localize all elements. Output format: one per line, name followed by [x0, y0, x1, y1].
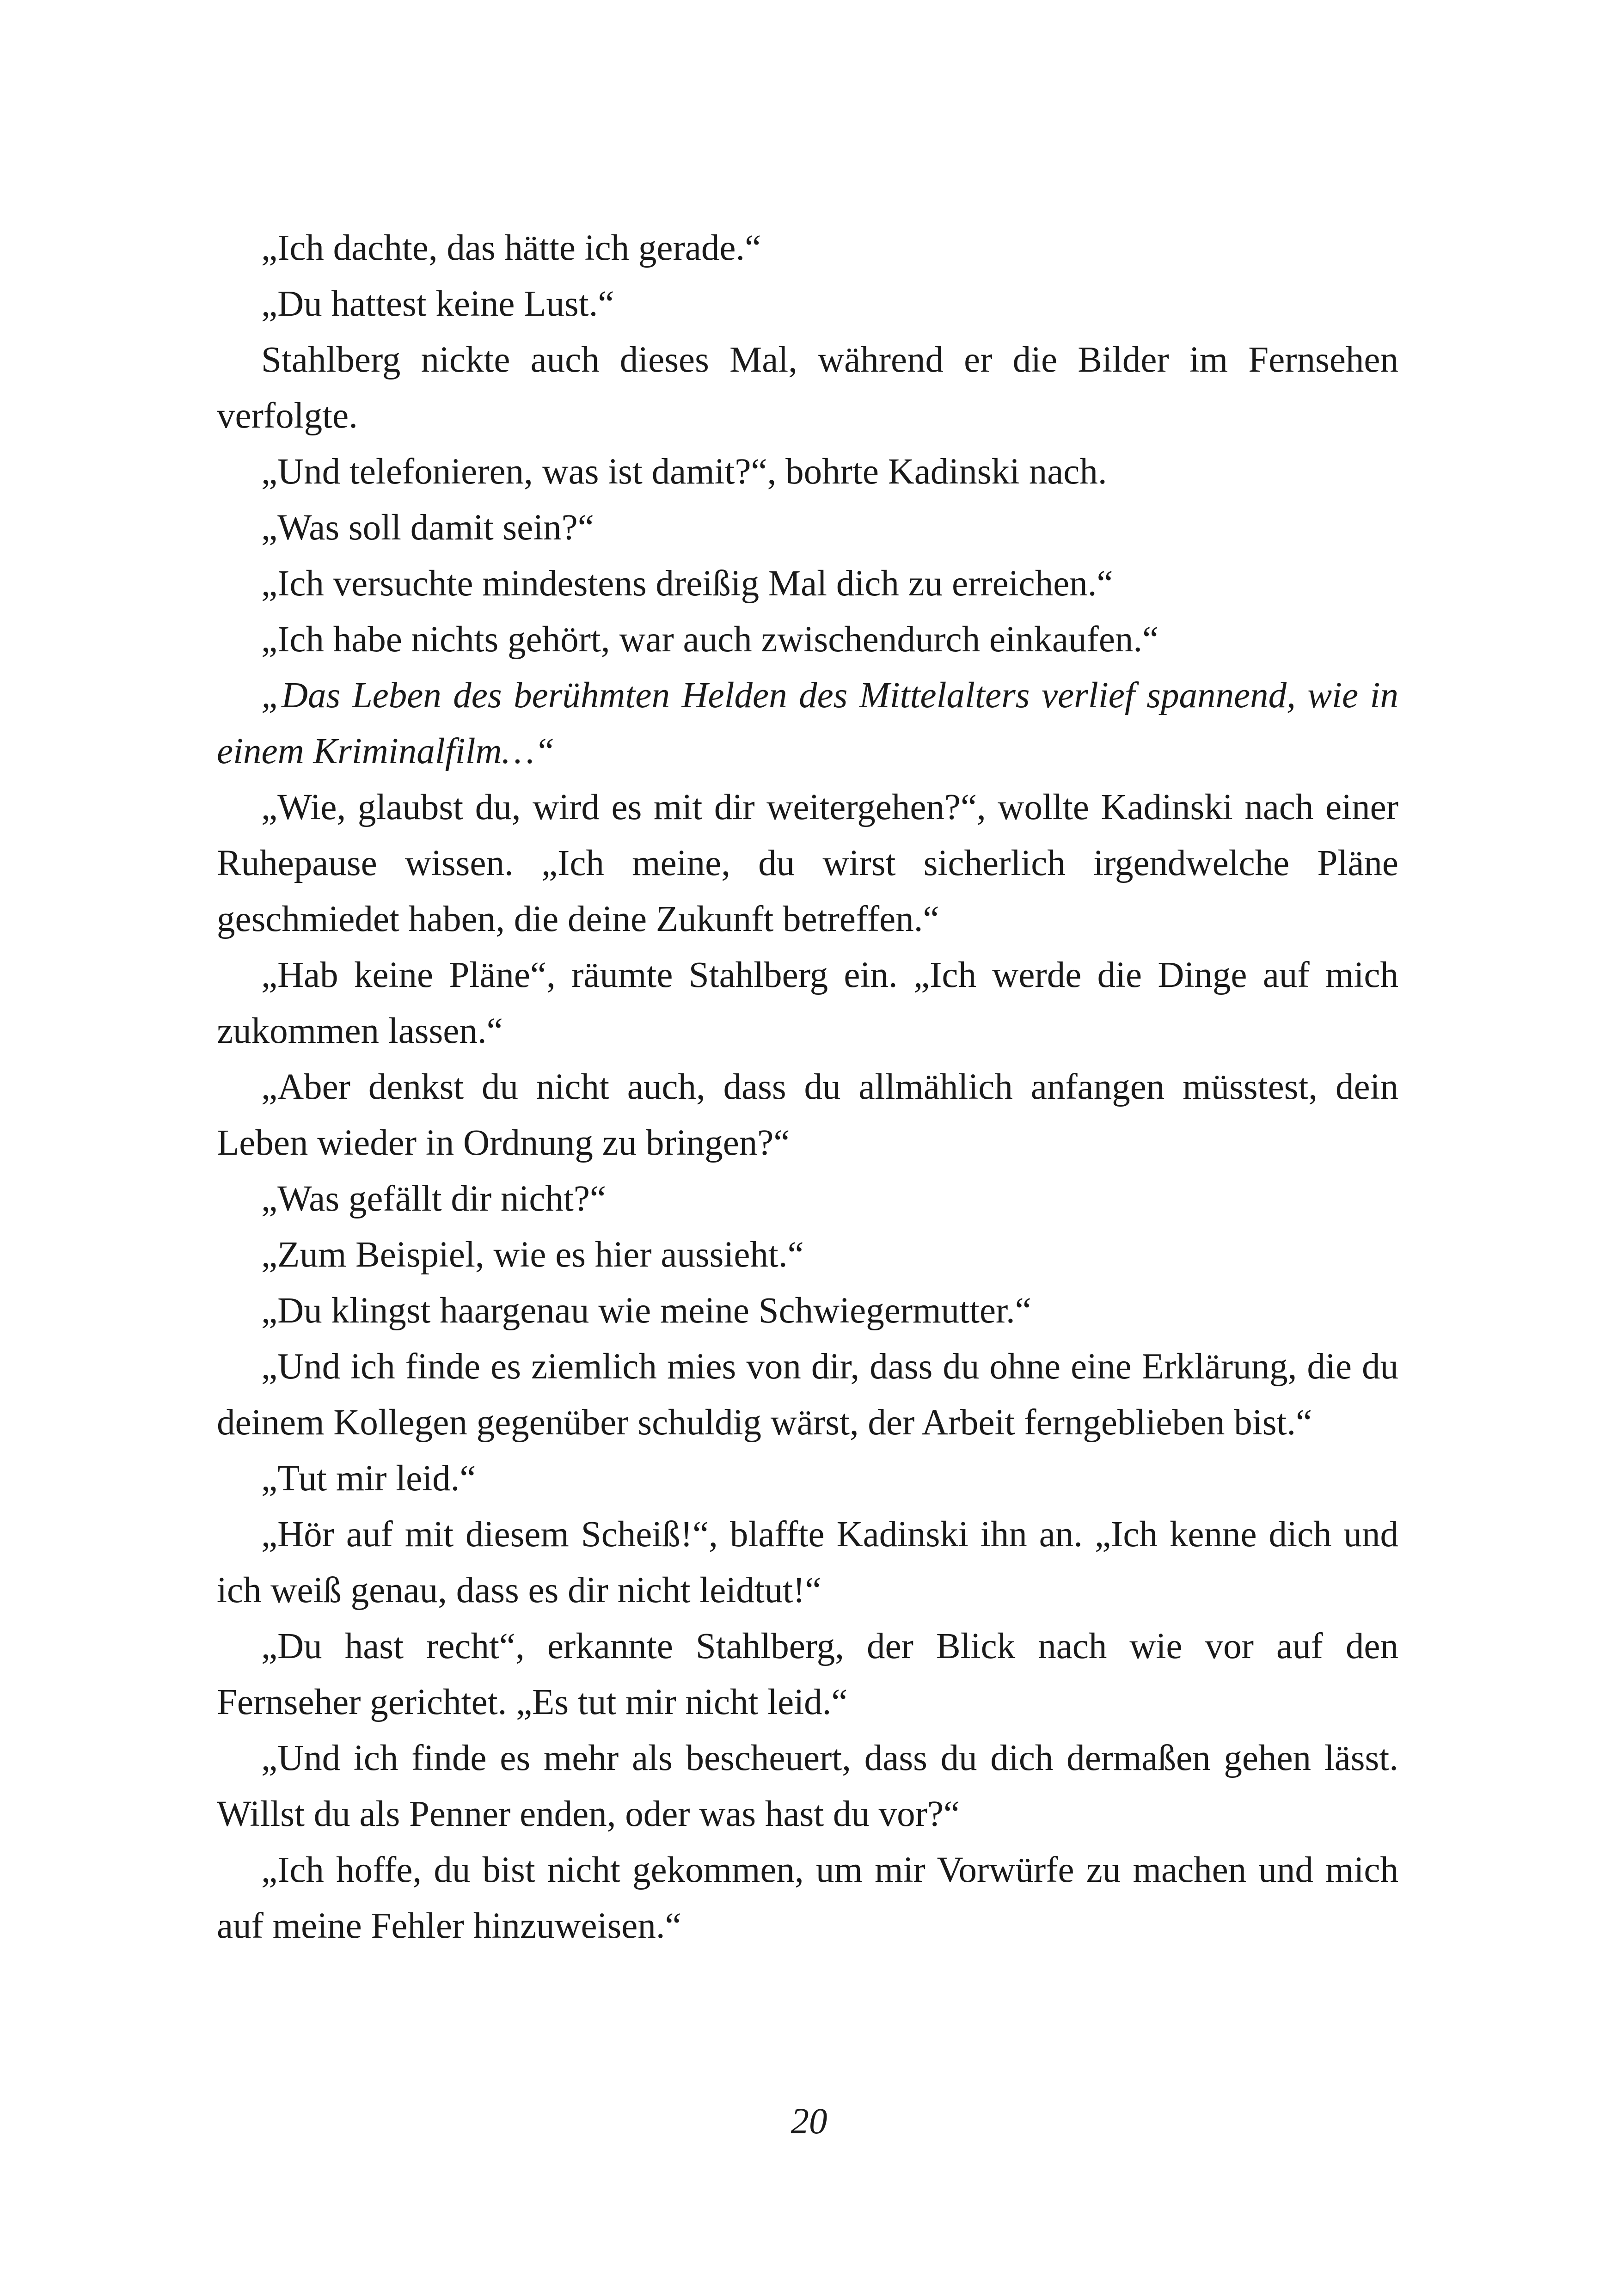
paragraph: „Zum Beispiel, wie es hier aussieht.“: [261, 1235, 804, 1275]
paragraph: „Hör auf mit diesem Scheiß!“, blaffte Kadinski ihn an. „Ich kenne dich und ich weiß genau, dass es dir nicht leidtut!“: [217, 1514, 1398, 1610]
paragraph: „Und ich finde es mehr als bescheuert, dass du dich dermaßen gehen lässt. Willst du als Penner enden, oder was hast du vor?“: [217, 1738, 1398, 1834]
body-text: [217, 220, 1398, 1954]
paragraph: Stahlberg nickte auch dieses Mal, während er die Bilder im Fernsehen verfolgte.: [217, 340, 1398, 436]
paragraph: „Was gefällt dir nicht?“: [261, 1179, 606, 1219]
paragraph: „Aber denkst du nicht auch, dass du allmählich anfangen müsstest, dein Leben wieder in Ordnung zu bringen?“: [217, 1067, 1398, 1163]
paragraph: „Wie, glaubst du, wird es mit dir weitergehen?“, wollte Kadinski nach einer Ruhepause wissen. „Ich meine, du wirst sicherlich irgendwelche Pläne geschmiedet haben, die deine Zukunft betreffen.“: [217, 787, 1398, 939]
paragraph: „Ich dachte, das hätte ich gerade.“: [261, 228, 761, 268]
paragraph: „Du hast recht“, erkannte Stahlberg, der Blick nach wie vor auf den Fernseher gerichtet. „Es tut mir nicht leid.“: [217, 1626, 1398, 1722]
italic-paragraph: „Das Leben des berühmten Helden des Mittelalters verlief spannend, wie in einem Kriminalfilm…“: [217, 675, 1398, 771]
paragraph: „Was soll damit sein?“: [261, 508, 594, 548]
paragraph: „Hab keine Pläne“, räumte Stahlberg ein. „Ich werde die Dinge auf mich zukommen lassen.“: [217, 955, 1398, 1051]
paragraph: „Ich versuchte mindestens dreißig Mal dich zu erreichen.“: [261, 563, 1113, 604]
paragraph: „Tut mir leid.“: [261, 1458, 476, 1499]
paragraph: „Du hattest keine Lust.“: [261, 284, 614, 324]
paragraph: „Du klingst haargenau wie meine Schwiegermutter.“: [261, 1291, 1031, 1331]
paragraph: „Und telefonieren, was ist damit?“, bohrte Kadinski nach.: [261, 452, 1107, 492]
paragraph: „Ich hoffe, du bist nicht gekommen, um mir Vorwürfe zu machen und mich auf meine Fehler hinzuweisen.“: [217, 1850, 1398, 1946]
paragraph: „Ich habe nichts gehört, war auch zwischendurch einkaufen.“: [261, 619, 1159, 660]
page-number: 20: [791, 2101, 827, 2142]
paragraph: „Und ich finde es ziemlich mies von dir, dass du ohne eine Erklärung, die du deinem Kollegen gegenüber schuldig wärst, der Arbeit ferngeblieben bist.“: [217, 1347, 1398, 1443]
